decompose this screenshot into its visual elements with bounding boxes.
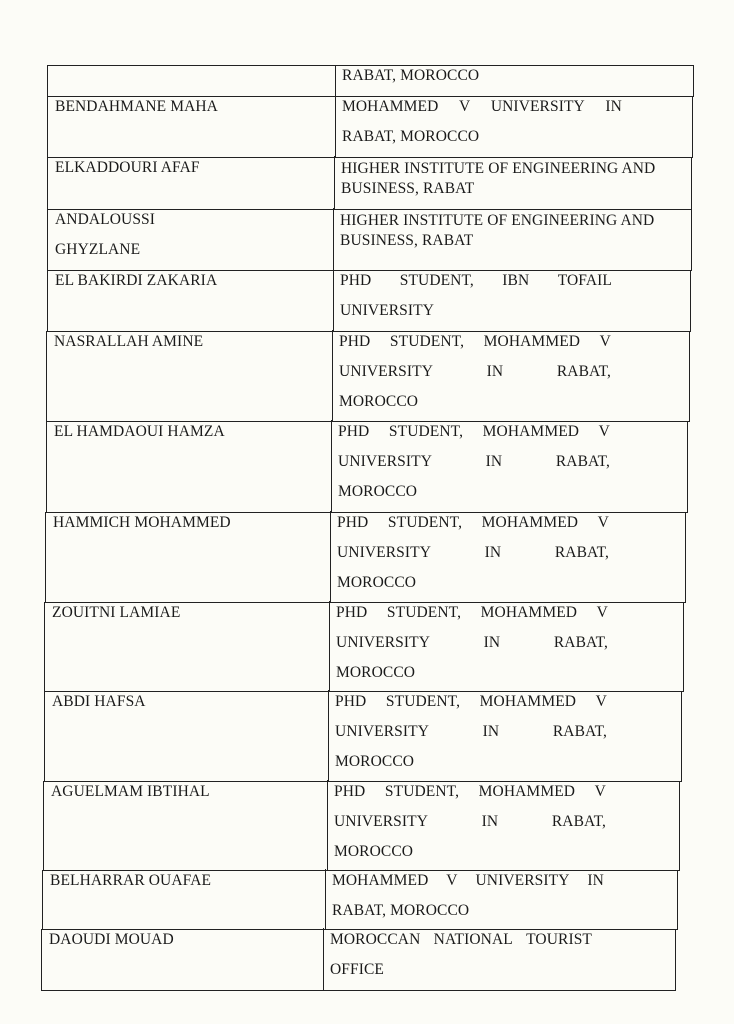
affiliation-word: RABAT, — [555, 453, 610, 470]
table-row — [47, 157, 692, 210]
column-divider — [333, 208, 334, 271]
affiliation-word: MOHAMMED — [481, 514, 579, 531]
affiliation-word: STUDENT, — [387, 514, 463, 531]
column-divider — [325, 869, 326, 930]
affiliation-word: TOFAIL — [557, 272, 612, 289]
affiliation-word: STUDENT, — [384, 783, 460, 800]
affiliation-line — [338, 447, 610, 477]
affiliation-word: UNIVERSITY — [475, 872, 570, 889]
affiliation-line: HIGHER INSTITUTE OF ENGINEERING AND — [341, 160, 656, 177]
name-cell — [55, 266, 327, 296]
table-row — [42, 870, 678, 930]
affiliation-word: PHD — [340, 272, 372, 289]
participant-name: ANDALOUSSI — [55, 211, 156, 228]
participant-name — [55, 65, 329, 95]
affiliation-line — [337, 508, 609, 538]
affiliation-word: STUDENT, — [386, 604, 462, 621]
table-row — [47, 96, 693, 158]
affiliation-line — [332, 866, 604, 896]
affiliation-word: MOHAMMED — [483, 333, 581, 350]
table-row — [47, 209, 692, 271]
affiliation-word: V — [458, 98, 471, 115]
affiliation-cell — [341, 158, 687, 199]
name-cell — [52, 598, 323, 628]
name-cell — [54, 417, 325, 447]
affiliation-word: PHD — [338, 423, 370, 440]
column-divider — [331, 420, 332, 513]
affiliation-cell — [340, 210, 687, 251]
affiliation-line — [339, 327, 611, 357]
affiliation-word: UNIVERSITY — [490, 98, 585, 115]
affiliation-line: RABAT, MOROCCO — [332, 902, 470, 919]
affiliation-word: MOHAMMED — [332, 872, 429, 889]
affiliation-word: RABAT, — [552, 723, 607, 740]
affiliation-word: PHD — [335, 693, 367, 710]
affiliation-line — [339, 357, 611, 387]
table-row — [44, 602, 684, 692]
affiliation-word: UNIVERSITY — [338, 453, 432, 470]
affiliation-line: MOROCCO — [339, 393, 419, 410]
affiliation-word: IN — [481, 813, 499, 830]
affiliation-word: MOHAMMED — [342, 98, 439, 115]
affiliation-word: PHD — [336, 604, 368, 621]
affiliation-cell — [340, 266, 686, 326]
participant-name: ELKADDOURI AFAF — [55, 159, 200, 176]
name-cell — [55, 65, 329, 95]
column-divider — [323, 928, 324, 991]
name-cell — [49, 925, 317, 955]
column-divider — [335, 65, 336, 97]
affiliation-word: UNIVERSITY — [336, 634, 430, 651]
participant-name: GHYZLANE — [55, 241, 141, 258]
name-cell — [50, 866, 319, 896]
affiliation-word: V — [596, 604, 608, 621]
name-cell — [52, 687, 322, 717]
affiliation-line: MOROCCO — [334, 843, 414, 860]
name-cell — [51, 777, 321, 807]
affiliation-line — [330, 925, 592, 955]
affiliation-word: TOURIST — [526, 931, 592, 948]
column-divider — [328, 690, 329, 782]
participant-name: ABDI HAFSA — [52, 693, 146, 710]
table-row — [44, 691, 682, 782]
affiliation-line: BUSINESS, RABAT — [340, 232, 474, 249]
name-cell — [55, 153, 328, 183]
affiliation-word: IN — [587, 872, 604, 889]
affiliation-word: RABAT, — [553, 634, 608, 651]
affiliation-word: V — [599, 333, 611, 350]
affiliation-line: MOROCCO — [335, 753, 415, 770]
affiliation-line: MOROCCO — [337, 574, 417, 591]
affiliation-line: HIGHER INSTITUTE OF ENGINEERING AND — [340, 212, 655, 229]
table-row — [41, 929, 676, 991]
affiliation-word: MOHAMMED — [482, 423, 580, 440]
column-divider — [334, 156, 335, 210]
affiliation-line: OFFICE — [330, 961, 385, 978]
table-row — [43, 781, 680, 871]
affiliation-word: UNIVERSITY — [335, 723, 429, 740]
table-row — [45, 512, 686, 603]
participant-name: EL BAKIRDI ZAKARIA — [55, 272, 218, 289]
affiliation-line: UNIVERSITY — [340, 302, 434, 319]
participant-name: HAMMICH MOHAMMED — [53, 514, 231, 531]
affiliation-word: STUDENT, — [399, 272, 474, 289]
affiliation-line — [335, 717, 607, 747]
name-cell — [55, 92, 329, 122]
affiliation-line: MOROCCO — [338, 483, 418, 500]
name-cell — [53, 508, 324, 538]
name-cell — [55, 205, 327, 265]
affiliation-word: NATIONAL — [433, 931, 513, 948]
affiliation-word: IN — [482, 723, 500, 740]
affiliation-line — [334, 807, 606, 837]
affiliation-word: PHD — [334, 783, 366, 800]
affiliation-word: IN — [485, 453, 503, 470]
affiliation-word: PHD — [339, 333, 371, 350]
affiliation-line: BUSINESS, RABAT — [341, 180, 475, 197]
table-row — [47, 270, 691, 332]
column-divider — [332, 330, 333, 422]
affiliation-word: UNIVERSITY — [339, 363, 433, 380]
affiliation-word: V — [598, 423, 610, 440]
column-divider — [329, 601, 330, 692]
affiliation-line — [334, 777, 606, 807]
affiliation-cell — [336, 598, 679, 688]
affiliation-line — [338, 417, 610, 447]
table-row — [46, 331, 690, 422]
affiliation-word: RABAT, — [556, 363, 611, 380]
affiliation-cell — [337, 508, 681, 598]
affiliation-word: RABAT, — [554, 544, 609, 561]
affiliation-cell — [332, 866, 673, 926]
affiliation-word: V — [595, 693, 607, 710]
affiliation-word: UNIVERSITY — [337, 544, 431, 561]
affiliation-line — [336, 628, 608, 658]
affiliation-word: IN — [605, 98, 622, 115]
affiliation-word: STUDENT, — [388, 423, 464, 440]
affiliation-line — [342, 92, 622, 122]
affiliation-line — [336, 598, 608, 628]
affiliation-word: IN — [484, 544, 502, 561]
column-divider — [335, 95, 336, 158]
column-divider — [327, 780, 328, 871]
affiliation-word: UNIVERSITY — [334, 813, 428, 830]
participant-name: BENDAHMANE MAHA — [55, 98, 218, 115]
affiliation-word: IN — [483, 634, 501, 651]
column-divider — [333, 269, 334, 332]
affiliation-word: MOHAMMED — [480, 604, 578, 621]
affiliation-word: V — [597, 514, 609, 531]
affiliation-line: MOROCCO — [336, 664, 416, 681]
affiliation-word: RABAT, — [551, 813, 606, 830]
participant-name: ZOUITNI LAMIAE — [52, 604, 181, 621]
affiliation-word: STUDENT, — [389, 333, 465, 350]
column-divider — [330, 511, 331, 603]
affiliation-word: IBN — [502, 272, 530, 289]
affiliation-line — [337, 538, 609, 568]
affiliation-cell — [335, 687, 677, 777]
affiliation-line — [340, 266, 612, 296]
affiliation-word: MOROCCAN — [330, 931, 421, 948]
affiliation-word: MOHAMMED — [478, 783, 576, 800]
participant-name: BELHARRAR OUAFAE — [50, 872, 212, 889]
affiliation-cell — [342, 92, 688, 152]
participant-name: NASRALLAH AMINE — [54, 333, 204, 350]
affiliation-line — [335, 687, 607, 717]
affiliation-cell — [330, 925, 671, 985]
affiliation-line: RABAT, MOROCCO — [342, 67, 480, 84]
affiliation-word: V — [446, 872, 458, 889]
affiliation-cell — [339, 327, 685, 417]
affiliation-cell — [338, 417, 683, 507]
affiliation-line: RABAT, MOROCCO — [342, 128, 480, 145]
participant-name: AGUELMAM IBTIHAL — [51, 783, 210, 800]
table-row — [46, 421, 688, 513]
affiliation-word: V — [594, 783, 606, 800]
affiliation-word: MOHAMMED — [479, 693, 577, 710]
participant-name: EL HAMDAOUI HAMZA — [54, 423, 225, 440]
participant-name: DAOUDI MOUAD — [49, 931, 174, 948]
affiliation-word: PHD — [337, 514, 369, 531]
affiliation-word: STUDENT, — [385, 693, 461, 710]
affiliation-cell — [342, 61, 689, 91]
affiliation-cell — [334, 777, 675, 867]
affiliation-word: IN — [486, 363, 504, 380]
name-cell — [54, 327, 326, 357]
